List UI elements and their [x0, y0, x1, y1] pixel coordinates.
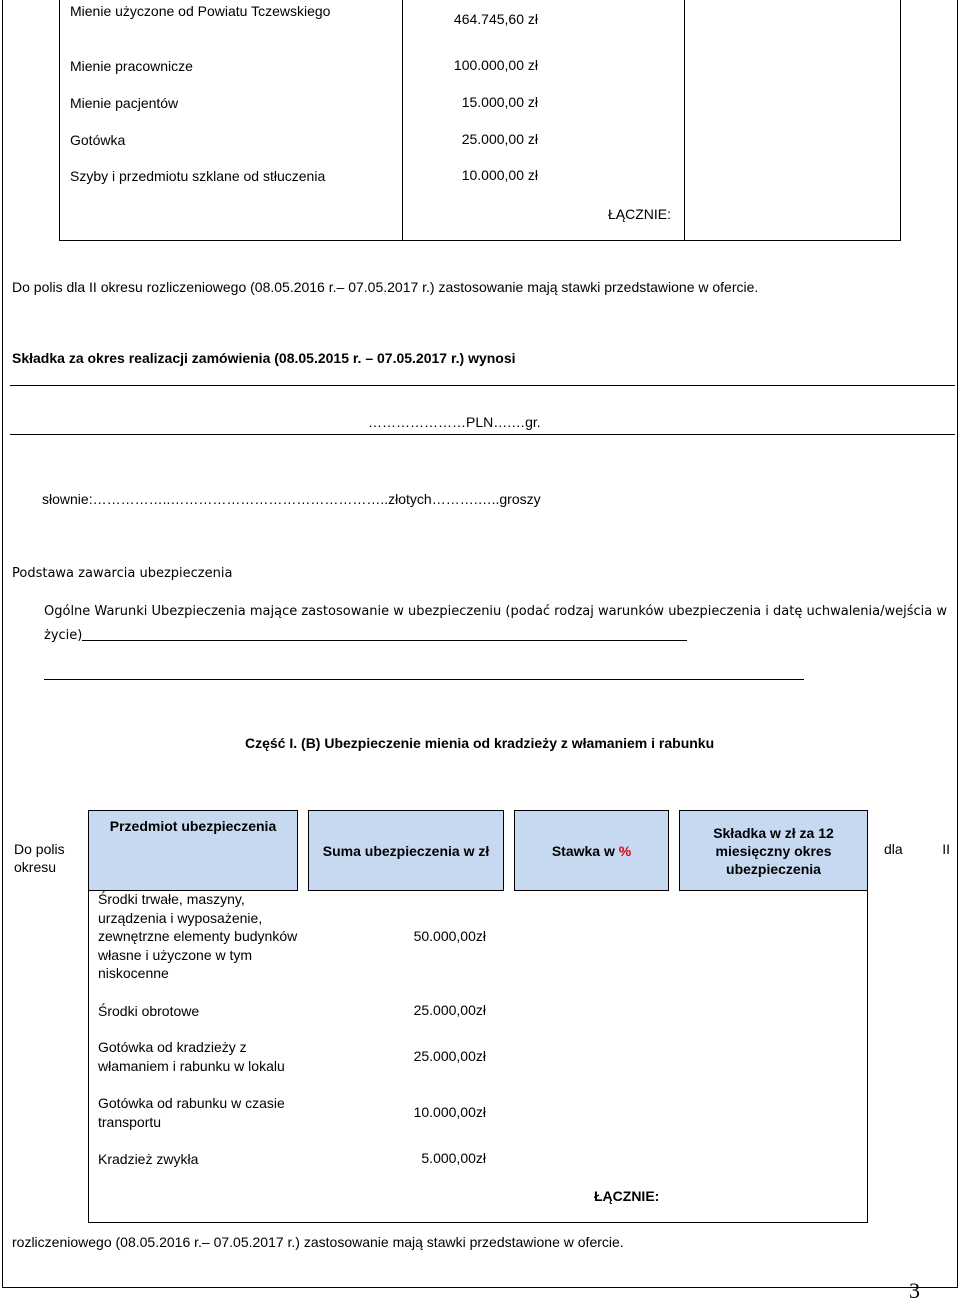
table-row-value: 50.000,00zł — [413, 928, 486, 944]
table-row-label: Mienie pacjentów — [70, 95, 179, 111]
table-row-value: 100.000,00 zł — [453, 57, 538, 73]
table-row-label: Kradzież zwykła — [98, 1151, 199, 1167]
table-row-value: 25.000,00 zł — [461, 131, 538, 147]
theft-insurance-table — [88, 890, 868, 1223]
table-row-label: Gotówka od kradzieży z włamaniem i rabunku w lokalu — [98, 1039, 285, 1074]
table-row-value: 25.000,00zł — [413, 1002, 486, 1018]
table-row-label: Środki trwałe, maszyny, urządzenia i wyposażenie, zewnętrzne elementy budynków własne i użyczone w tym niskocenne — [98, 891, 298, 981]
table-row-label: Gotówka od rabunku w czasie transportu — [98, 1095, 285, 1130]
percent-symbol: % — [618, 842, 632, 859]
table-row-value: 25.000,00zł — [413, 1048, 486, 1064]
table-row-label: Mienie użyczone od Powiatu Tczewskiego — [70, 3, 331, 19]
table-row-label: Mienie pracownicze — [70, 58, 193, 74]
basis-heading: Podstawa zawarcia ubezpieczenia — [12, 566, 233, 581]
table-row-value: 10.000,00zł — [413, 1104, 486, 1120]
rates-note: Do polis dla II okresu rozliczeniowego (08.05.2016 r.– 07.05.2017 r.) zastosowanie mają stawki przedstawione w ofercie. — [12, 279, 759, 295]
rates-note-2: rozliczeniowego (08.05.2016 r.– 07.05.2017 r.) zastosowanie mają stawki przedstawione w ofercie. — [12, 1234, 624, 1250]
table-row-label: Szyby i przedmiotu szklane od stłuczenia — [70, 168, 326, 184]
premium-heading: Składka za okres realizacji zamówienia (08.05.2015 r. – 07.05.2017 r.) wynosi — [12, 350, 516, 366]
table-row-value: 15.000,00 zł — [461, 94, 538, 110]
header-rate — [514, 810, 669, 891]
fill-line — [82, 640, 687, 641]
basis-text: Ogólne Warunki Ubezpieczenia mające zastosowanie w ubezpieczeniu (podać rodzaj warunków ubezpieczenia i datę uchwalenia/wejścia w — [44, 604, 948, 619]
header-premium: Składka w zł za 12 miesięczny okres ubezpieczenia — [679, 810, 868, 891]
part-heading: Część I. (B) Ubezpieczenie mienia od kradzieży z włamaniem i rabunku — [245, 735, 715, 751]
basis-text-cont: życie) — [44, 628, 83, 643]
total-label: ŁĄCZNIE: — [608, 206, 672, 222]
header-subject: Przedmiot ubezpieczenia — [88, 810, 298, 891]
table-row-value: 10.000,00 zł — [461, 167, 538, 183]
side-text-right: dla II — [884, 841, 950, 857]
header-rate-label: Stawka w — [551, 842, 615, 859]
total-label: ŁĄCZNIE: — [594, 1188, 660, 1204]
header-sum: Suma ubezpieczenia w zł — [308, 810, 504, 891]
table-row-label: Gotówka — [70, 132, 126, 148]
premium-in-words: słownie:……………..………………………………………..złotych……….…..groszy — [42, 491, 541, 507]
table-row-label: Środki obrotowe — [98, 1003, 200, 1019]
premium-amount: …………………PLN….…gr. — [368, 414, 541, 430]
fill-line — [44, 679, 804, 680]
side-text-left: Do polis okresu — [14, 841, 65, 875]
page-number: 3 — [909, 1278, 920, 1303]
table-row-value: 5.000,00zł — [421, 1150, 486, 1166]
insured-property-table — [59, 0, 901, 241]
table-row-value: 464.745,60 zł — [453, 11, 538, 27]
